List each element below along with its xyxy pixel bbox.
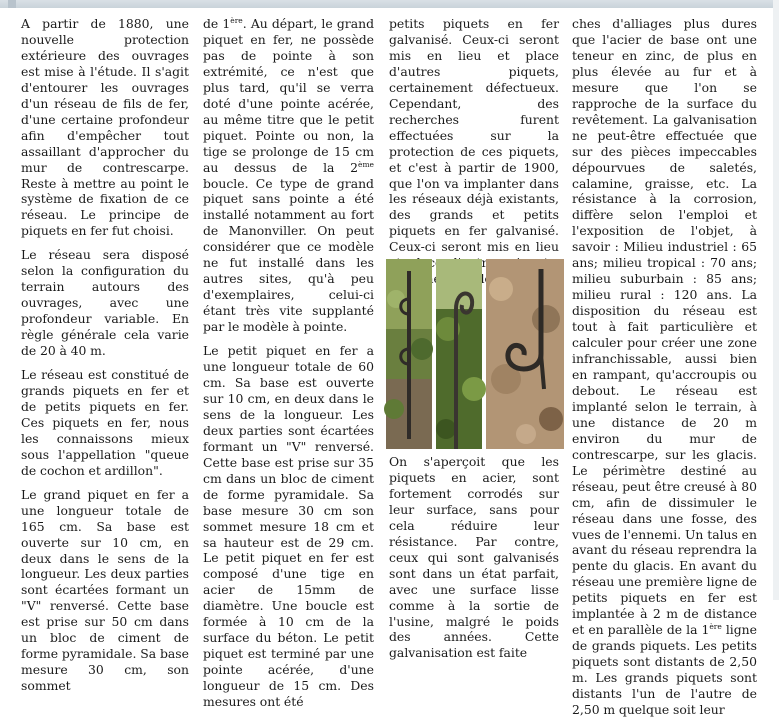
paragraph: petits piquets en fer galvanisé. Ceux-ci seront mis en lieu et place d'autres piquets, certainement défectueux. Cependant, des recherches furent effectuées sur la protection de ces piquets, et c'est à partir de 1900, que l'on va implanter dans les réseaux déjà existants, des grands et petits piquets en fer galvanisé. Ceux-ci seront mis en lieu [389, 16, 559, 255]
paragraph [203, 16, 374, 335]
text-run: ches d'alliages plus dures que l'acier de base ont une teneur en zinc, de plus en plus élevée au fur et à mesure que l'on se rapproche de la surface du revêtement. La galvanisation ne peut-être effectuée que sur des pièces impeccables dépourvues de saletés, calamine, graisse, etc. La résistance à la corrosion, diffère selon l'emploi et l'exposition de l'objet, à savoir : Milieu industriel : 65 ans; milieu tropical : 70 ans; milieu suburbain : 85 ans; milieu rural : 120 ans. La disposition du réseau est tout à fait particulière et calculer pour créer une zone infranchissable, aussi bien en rampant, qu'accroupis ou debout. Le réseau est implanté selon le terrain, à une distance de 20 m environ du mur de contrescarpe, sur les glacis. Le périmètre destiné au réseau, peut être creusé à 80 cm, afin de dissimuler le réseau dans une fosse, des vues de l'ennemi. Un talus en avant du réseau reprendra la pente du glacis. En avant du réseau une première ligne de petits piquets en fer est implantée à 2 m de distance et en parallèle de la 1 [572, 16, 757, 638]
text-run: boucle. Ce type de grand piquet sans pointe a été installé notamment au fort de Manonviller. On peut considérer que ce modèle ne fut installé dans les autres sites, qu'à peu d'exemplaires, celui-ci étant très vite supplanté par le modèle à pointe. [203, 175, 374, 335]
column-3 [389, 16, 559, 661]
right-border [773, 0, 779, 600]
column-2 [203, 16, 374, 710]
top-bar-marker [8, 0, 16, 8]
text-run: . Au départ, le grand piquet en fer, ne possède pas de pointe à son extrémité, ce n'est que plus tard, qu'il se verra doté d'une pointe acérée, au même titre que le petit piquet. Pointe ou non, la tige se prolonge de 15 cm au dessus de la 2 [203, 16, 374, 175]
petit-piquet-photo [486, 259, 564, 449]
column-3-bottom-text [389, 454, 559, 661]
paragraph: Le petit piquet en fer a une longueur totale de 60 cm. Sa base est ouverte sur 10 cm, en deux dans le sens de la longueur. Les deux parties sont écartées formant un "V" renversé. Cette base est prise sur 35 cm dans un bloc de ciment de forme pyramidale. Sa base mesure 30 cm son sommet mesure 18 cm et sa hauteur est de 29 cm. Le petit piquet en fer est composé d'une tige en acier de 15mm de diamètre. Une boucle est formée à 10 cm de la surface du béton. Le petit piquet est terminé par une pointe acérée, d'une longueur de 15 cm. Des mesures ont été [203, 343, 374, 710]
superscript: ère [230, 16, 243, 25]
superscript: ème [358, 159, 374, 169]
column-1 [21, 16, 189, 694]
grand-piquet-image [386, 259, 432, 449]
text-run: de 1 [203, 16, 231, 31]
paragraph [572, 16, 757, 718]
paragraph: Le réseau est constitué de grands piquets en fer et de petits piquets en fer. Ces piquets en fer, nous les connaissons mieux sous l'appellation "queue de cochon et ardillon". [21, 367, 189, 478]
paragraph: Le réseau sera disposé selon la configuration du terrain autours des ouvrages, avec une profondeur variable. En règle générale cela varie de 20 à 40 m. [21, 247, 189, 359]
paragraph: A partir de 1880, une nouvelle protection extérieure des ouvrages est mise à l'étude. Il s'agit d'entourer les ouvrages d'un réseau de fils de fer, d'une certaine profondeur afin d'empêcher tout assaillant d'approcher du mur de contrescarpe. Reste à mettre au point le système de fixation de ce réseau. Le principe de piquets en fer fut choisi. [21, 16, 189, 239]
column-4 [572, 16, 757, 717]
queue-de-cochon-image [436, 259, 482, 449]
petit-piquet-image [486, 259, 564, 449]
superscript: ère [709, 622, 722, 632]
top-bar [0, 0, 779, 8]
photo-strip [386, 259, 564, 449]
grand-piquet-photo [386, 259, 432, 449]
paragraph: On s'aperçoit que les piquets en acier, sont fortement corrodés sur leur surface, sans pour cela réduire leur résistance. Par contre, ceux qui sont galvanisés sont dans un état parfait, avec une surface lisse comme à la sortie de l'usine, malgré le poids des années. Cette galvanisation est faite [389, 454, 559, 661]
paragraph: Le grand piquet en fer a une longueur totale de 165 cm. Sa base est ouverte sur 10 cm, en deux dans le sens de la longueur. Les deux parties sont écartées formant un "V" renversé. Cette base est prise sur 50 cm dans un bloc de ciment de forme pyramidale. Sa base mesure 30 cm, son sommet [21, 486, 189, 694]
document-page [0, 8, 779, 717]
text-run: ligne de grands piquets. Les petits piquets sont distants de 2,50 m. Les grands piquets sont distants l'un de l'autre de 2,50 m quelque soit leur [572, 622, 757, 717]
queue-de-cochon-photo [436, 259, 482, 449]
column-3-top-text [389, 16, 559, 255]
